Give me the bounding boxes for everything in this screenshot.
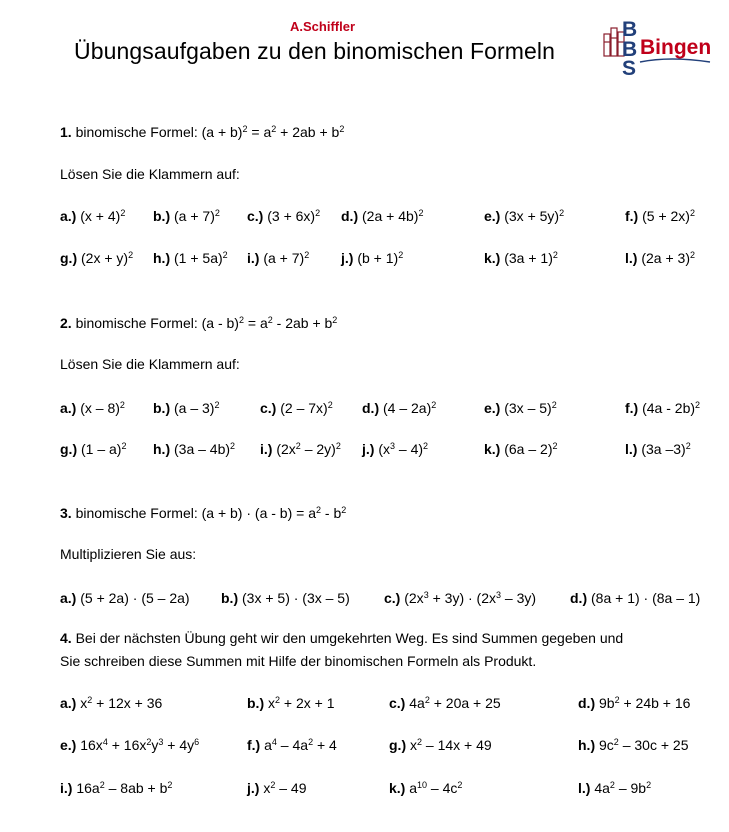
exercise-label: i.) [60, 780, 73, 796]
exercise-item [153, 441, 235, 457]
exercise-label: g.) [60, 441, 78, 457]
exercise-expression: $a^{10} - 4c^2$ [405, 780, 463, 796]
exponent: 2 [214, 400, 220, 411]
exercise-label: i.) [260, 441, 273, 457]
exercise-item [484, 400, 557, 416]
page-title: Übungsaufgaben zu den binomischen Formeln [74, 38, 556, 64]
exercise-label: h.) [578, 737, 596, 753]
exponent: 2 [609, 780, 615, 791]
exponent: 2 [316, 505, 322, 516]
exercise-label: c.) [384, 590, 401, 606]
exercise-item [153, 208, 220, 224]
exercise-label: g.) [389, 737, 407, 753]
exercise-expression: $4a^2 - 9b^2$ [590, 780, 652, 796]
exponent: 2 [551, 400, 557, 411]
exponent: 2 [552, 441, 558, 452]
exercise-label: l.) [625, 250, 638, 266]
exercise-item [389, 780, 462, 796]
exercise-expression: $(a + 7)^2$ [170, 208, 220, 224]
exercise-item [247, 250, 309, 266]
exponent: 2 [614, 695, 620, 706]
exercise-expression: $(3x + 5y)^2$ [500, 208, 565, 224]
exercise-label: f.) [625, 208, 639, 224]
exponent: 2 [87, 695, 93, 706]
exercise-expression: (3x – 5)$^2$ [500, 400, 557, 416]
exponent: 2 [327, 400, 333, 411]
exponent: 2 [424, 695, 430, 706]
exponent: 2 [689, 208, 695, 219]
exponent: 10 [417, 780, 428, 791]
exercise-label: i.) [247, 250, 260, 266]
exercise-expression: (a – 3)$^2$ [170, 400, 220, 416]
exercise-expression: $9c^2 - 30c + 25$ [595, 737, 689, 753]
exercise-item [625, 208, 695, 224]
bbs-bingen-logo [600, 16, 718, 76]
exercise-expression: $(x + 4)^2$ [76, 208, 126, 224]
exercise-item [247, 780, 307, 796]
exercise-label: j.) [341, 250, 354, 266]
exercise-item [60, 400, 125, 416]
exponent: 2 [685, 441, 691, 452]
exponent: 3 [158, 737, 164, 748]
exercise-label: c.) [247, 208, 264, 224]
exercise-expression: $(1 + 5a)^2$ [170, 250, 228, 266]
section2-heading: 2. binomische Formel: $(a - b)^2 = a^2 - 2ab + b^2$ [60, 315, 338, 331]
exponent: 2 [238, 315, 244, 326]
logo-book-icon [604, 28, 624, 56]
exponent: 2 [431, 400, 437, 411]
exercise-expression: (3a – 4b)$^2$ [170, 441, 236, 457]
exercise-expression: $16a^2 - 8ab + b^2$ [72, 780, 173, 796]
exercise-expression: $(2x^3 + 3y) \cdot (2x^3 - 3y)$ [400, 590, 537, 606]
exercise-item [625, 441, 691, 457]
exponent: 2 [146, 737, 152, 748]
exercise-expression: (3x + 5) · (3x – 5) [238, 590, 350, 606]
exponent: 2 [398, 250, 404, 261]
exponent: 2 [304, 250, 310, 261]
exercise-label: a.) [60, 695, 77, 711]
section4-line2: Sie schreiben diese Summen mit Hilfe der binomischen Formeln als Produkt. [60, 653, 537, 669]
exercise-label: e.) [484, 400, 501, 416]
exercise-item [60, 250, 133, 266]
exercise-item [247, 208, 320, 224]
formula: binomische Formel: $(a + b) \cdot (a - b) = a^2 - b^2$ [71, 505, 347, 521]
exercise-expression: $x^2 - 49$ [259, 780, 307, 796]
exponent: 2 [214, 208, 220, 219]
exercise-label: b.) [153, 208, 171, 224]
exponent: 4 [271, 737, 277, 748]
exponent: 2 [339, 124, 345, 135]
exercise-item [341, 250, 403, 266]
exponent: 2 [267, 315, 273, 326]
logo-text: Bingen [640, 36, 712, 59]
exercise-expression: $4a^2 + 20a + 25$ [405, 695, 501, 711]
exponent: 3 [423, 590, 429, 601]
exercise-label: l.) [625, 441, 638, 457]
logo-letter-s: S [622, 57, 637, 76]
exercise-expression: $(a + 7)^2$ [259, 250, 310, 266]
exercise-item [484, 441, 558, 457]
exercise-label: h.) [153, 441, 171, 457]
exponent: 2 [332, 315, 338, 326]
exercise-item [60, 590, 190, 606]
exercise-item [260, 400, 333, 416]
exercise-expression: $(x^3 - 4)^2$ [374, 441, 429, 457]
exercise-expression: $x^2 - 14x + 49$ [406, 737, 492, 753]
exponent: 2 [271, 124, 277, 135]
exponent: 2 [689, 250, 695, 261]
exercise-label: g.) [60, 250, 78, 266]
exercise-expression: $(3 + 6x)^2$ [263, 208, 321, 224]
exercise-expression: (6a – 2)$^2$ [500, 441, 558, 457]
exponent: 2 [230, 441, 236, 452]
exercise-expression: (1 – a)$^2$ [77, 441, 127, 457]
exercise-expression: (x – 8)$^2$ [76, 400, 125, 416]
exercise-expression: (2 – 7x)$^2$ [276, 400, 333, 416]
exponent: 3 [390, 441, 396, 452]
exponent: 2 [222, 250, 228, 261]
exponent: 3 [496, 590, 502, 601]
exercise-label: d.) [570, 590, 588, 606]
exponent: 2 [613, 737, 619, 748]
exercise-item [260, 441, 341, 457]
exercise-label: j.) [362, 441, 375, 457]
exponent: 2 [341, 505, 347, 516]
exercise-label: k.) [484, 441, 501, 457]
exercise-item [60, 780, 172, 796]
exercise-expression: $(2x^2 - 2y)^2$ [272, 441, 341, 457]
formula: binomische Formel: $(a + b)^2 = a^2 + 2ab + b^2$ [71, 124, 345, 140]
exponent: 2 [559, 208, 565, 219]
exercise-item [153, 250, 228, 266]
exercise-item [362, 441, 428, 457]
exercise-label: a.) [60, 590, 77, 606]
exercise-item [60, 441, 126, 457]
logo-letter-b1: B [622, 18, 638, 41]
exponent: 2 [646, 780, 652, 791]
exponent: 2 [335, 441, 341, 452]
exercise-label: e.) [484, 208, 501, 224]
section1-heading: 1. binomische Formel: $(a + b)^2 = a^2 + 2ab + b^2$ [60, 124, 345, 140]
exercise-item [247, 695, 335, 711]
exercise-item [60, 208, 125, 224]
exponent: 2 [295, 441, 301, 452]
exercise-expression: $a^4 - 4a^2 + 4$ [260, 737, 337, 753]
exponent: 2 [120, 208, 126, 219]
logo-swoosh [640, 59, 710, 62]
formula: binomische Formel: $(a - b)^2 = a^2 - 2ab + b^2$ [71, 315, 338, 331]
exercise-label: d.) [341, 208, 359, 224]
exponent: 2 [119, 400, 125, 411]
exercise-expression: (4 – 2a)$^2$ [379, 400, 437, 416]
logo-letter-b2: B [622, 38, 638, 61]
exponent: 2 [695, 400, 701, 411]
exercise-item [384, 590, 536, 606]
exercise-label: a.) [60, 208, 77, 224]
exercise-label: k.) [484, 250, 501, 266]
exponent: 2 [308, 737, 314, 748]
exercise-label: f.) [625, 400, 639, 416]
exponent: 2 [552, 250, 558, 261]
exponent: 2 [315, 208, 321, 219]
section4-line1: 4. Bei der nächsten Übung geht wir den umgekehrten Weg. Es sind Summen gegeben und [60, 630, 624, 646]
exponent: 2 [275, 695, 281, 706]
exercise-label: l.) [578, 780, 591, 796]
exercise-item [578, 780, 651, 796]
exercise-label: c.) [260, 400, 277, 416]
exercise-item [362, 400, 436, 416]
exercise-item [570, 590, 700, 606]
section1-instruction: Lösen Sie die Klammern auf: [60, 166, 240, 182]
exercise-expression: $(b + 1)^2$ [353, 250, 404, 266]
exercise-item [625, 250, 695, 266]
exercise-label: b.) [247, 695, 265, 711]
exercise-label: j.) [247, 780, 260, 796]
exercise-item [153, 400, 219, 416]
exercise-expression: $(2x + y)^2$ [77, 250, 134, 266]
exercise-item [341, 208, 423, 224]
exercise-item [578, 695, 690, 711]
exponent: 2 [417, 737, 423, 748]
section3-heading: 3. binomische Formel: $(a + b) \cdot (a - b) = a^2 - b^2$ [60, 505, 347, 521]
exercise-expression: $16x^4 + 16x^2y^3 + 4y^6$ [76, 737, 200, 753]
exercise-expression: $(3a + 1)^2$ [500, 250, 558, 266]
exponent: 2 [167, 780, 173, 791]
exercise-item [484, 208, 564, 224]
exercise-label: h.) [153, 250, 171, 266]
exercise-label: b.) [153, 400, 171, 416]
exponent: 2 [242, 124, 248, 135]
exercise-label: f.) [247, 737, 261, 753]
section2-instruction: Lösen Sie die Klammern auf: [60, 356, 240, 372]
exercise-item [484, 250, 558, 266]
exponent: 2 [418, 208, 424, 219]
exponent: 6 [194, 737, 200, 748]
exponent: 2 [423, 441, 429, 452]
exercise-label: c.) [389, 695, 406, 711]
exercise-expression: (5 + 2a) · (5 – 2a) [76, 590, 190, 606]
exercise-item [221, 590, 350, 606]
exercise-item [578, 737, 688, 753]
exercise-expression: (4a - 2b)$^2$ [638, 400, 701, 416]
exercise-item [389, 737, 492, 753]
author-name: A.Schiffler [290, 19, 356, 34]
exercise-label: e.) [60, 737, 77, 753]
exercise-expression: (3a –3)$^2$ [637, 441, 691, 457]
exercise-item [625, 400, 700, 416]
section3-instruction: Multiplizieren Sie aus: [60, 546, 197, 562]
exponent: 2 [457, 780, 463, 791]
exercise-expression: $x^2 + 2x + 1$ [264, 695, 335, 711]
exercise-expression: $9b^2 + 24b + 16$ [595, 695, 691, 711]
exercise-expression: $x^2 + 12x + 36$ [76, 695, 163, 711]
exercise-label: k.) [389, 780, 406, 796]
exponent: 2 [121, 441, 127, 452]
exercise-label: d.) [362, 400, 380, 416]
exercise-label: a.) [60, 400, 77, 416]
exponent: 2 [128, 250, 134, 261]
exercise-item [247, 737, 337, 753]
exercise-item [60, 737, 199, 753]
exercise-expression: (8a + 1) · (8a – 1) [587, 590, 701, 606]
exercise-label: d.) [578, 695, 596, 711]
exercise-item [389, 695, 501, 711]
exercise-label: b.) [221, 590, 239, 606]
exercise-expression: $(2a + 4b)^2$ [358, 208, 424, 224]
exercise-item [60, 695, 162, 711]
exercise-expression: $(5 + 2x)^2$ [638, 208, 695, 224]
exponent: 2 [270, 780, 276, 791]
exercise-expression: $(2a + 3)^2$ [637, 250, 695, 266]
exponent: 2 [99, 780, 105, 791]
exponent: 4 [102, 737, 108, 748]
